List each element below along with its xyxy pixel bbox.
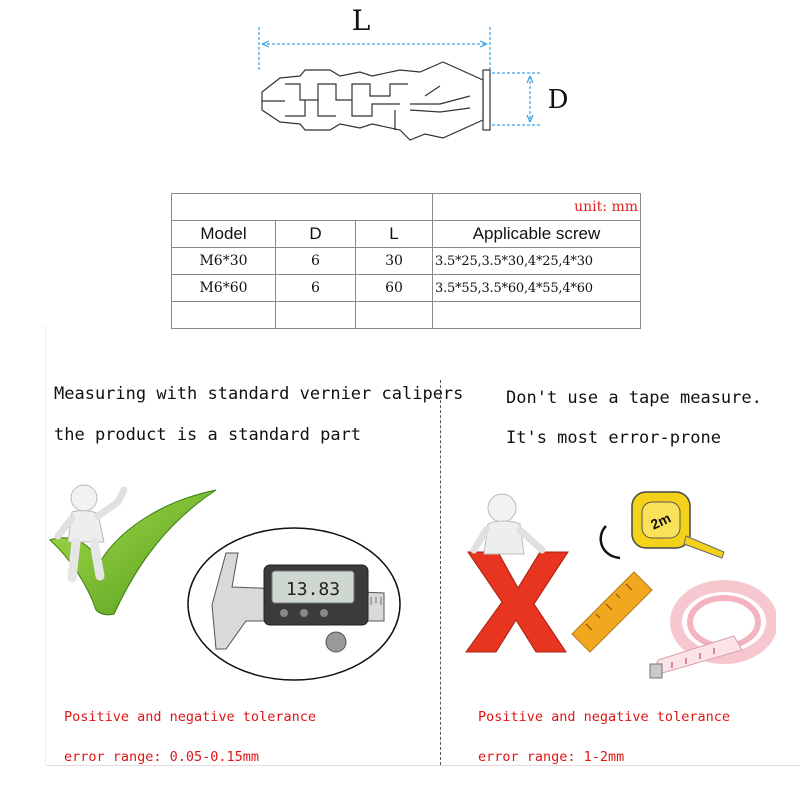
tape-measure-icon bbox=[594, 486, 728, 570]
tape-error-range: error range: 1-2mm bbox=[478, 749, 625, 765]
table-cell: M6*30 bbox=[172, 248, 276, 275]
table-row bbox=[172, 248, 641, 275]
unit-label: unit: mm bbox=[433, 194, 641, 221]
table-cell: 60 bbox=[356, 275, 433, 302]
vernier-caliper-icon bbox=[186, 527, 404, 683]
table-cell bbox=[172, 194, 433, 221]
caliper-caption-line2: the product is a standard part bbox=[54, 425, 362, 445]
anchor-diagram bbox=[0, 0, 800, 185]
table-cell bbox=[172, 302, 276, 329]
column-header: Applicable screw bbox=[433, 221, 641, 248]
table-cell: 6 bbox=[276, 248, 356, 275]
length-label: L bbox=[351, 4, 371, 37]
panel-divider bbox=[440, 380, 441, 765]
table-cell: M6*60 bbox=[172, 275, 276, 302]
cross-mark-icon bbox=[462, 492, 574, 660]
table-row bbox=[172, 302, 641, 329]
tape-brand-label: 2m bbox=[648, 509, 674, 533]
table-cell: 3.5*25,3.5*30,4*25,4*30 bbox=[433, 248, 641, 275]
table-cell bbox=[356, 302, 433, 329]
table-unit-row bbox=[172, 194, 641, 221]
tape-caption-line1: Don't use a tape measure. bbox=[506, 388, 762, 408]
diameter-dimension-line bbox=[492, 73, 540, 125]
table-header-row bbox=[172, 221, 641, 248]
tape-caption-line2: It's most error-prone bbox=[506, 428, 721, 448]
panel-border bbox=[45, 325, 46, 765]
spec-table bbox=[171, 193, 641, 329]
soft-tape-measure-icon bbox=[646, 580, 776, 690]
column-header: Model bbox=[172, 221, 276, 248]
diameter-label: D bbox=[547, 85, 569, 115]
length-dimension-line bbox=[259, 27, 490, 72]
table-cell: 3.5*55,3.5*60,4*55,4*60 bbox=[433, 275, 641, 302]
caliper-error-range: error range: 0.05-0.15mm bbox=[64, 749, 260, 765]
table-cell: 30 bbox=[356, 248, 433, 275]
caliper-caption-line1: Measuring with standard vernier calipers bbox=[54, 384, 464, 404]
caliper-tolerance-label: Positive and negative tolerance bbox=[64, 709, 316, 725]
panel-border bbox=[46, 765, 800, 766]
tape-tolerance-label: Positive and negative tolerance bbox=[478, 709, 730, 725]
caliper-reading: 13.83 bbox=[285, 579, 341, 600]
ruler-icon bbox=[568, 568, 656, 656]
table-row bbox=[172, 275, 641, 302]
table-cell: 6 bbox=[276, 275, 356, 302]
column-header: L bbox=[356, 221, 433, 248]
anchor-plug-icon bbox=[262, 62, 490, 140]
table-cell bbox=[276, 302, 356, 329]
column-header: D bbox=[276, 221, 356, 248]
table-cell bbox=[433, 302, 641, 329]
